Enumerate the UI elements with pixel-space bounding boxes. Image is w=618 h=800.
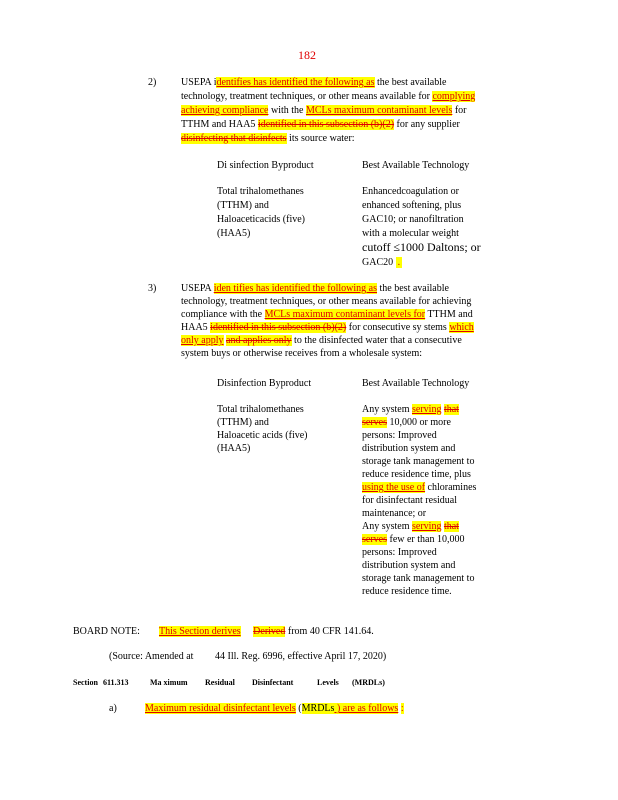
deleted-text: disinfecting that disinfects [181,133,287,144]
item-3-right-row-2: serves 10,000 or more [362,417,451,428]
item-2-line-1: USEPA identifies has identified the following as the best available [181,77,447,88]
item-3-left-row: (HAA5) [217,443,251,454]
item-3-line-6: system buys or otherwise receives from a wholesale system: [181,348,423,359]
item-3-right-row: persons: Improved [362,430,437,441]
item-2-number: 2) [148,77,157,88]
item-2-left-row: (TTHM) and [217,200,269,211]
inserted-text: ) are as follows [334,703,399,714]
inserted-text: Maximum residual disinfectant levels [145,703,296,714]
deleted-text: identified in this subsection (b)(2) [257,119,395,130]
item-2-line-5: disinfecting that disinfects its source water: [181,133,355,144]
item-2-right-row: enhanced softening, plus [362,200,462,211]
item-3-number: 3) [148,283,157,294]
item-3-right-row: distribution system and [362,443,456,454]
item-3-right-row-1: Any system serving that [362,404,459,415]
item-3-right-row: for disinfectant residual [362,495,457,506]
item-2-col-head-right: Best Available Technology [362,160,470,171]
item-2-right-row-last: GAC20 . [362,257,401,268]
deleted-text: Derived [253,626,286,637]
item-3-line-1: USEPA iden tifies has identified the following as the best available [181,283,449,294]
deleted-text: serves [362,417,387,428]
page-number: 182 [298,48,316,62]
inserted-text: serving [412,404,442,415]
deleted-text: that [443,521,459,532]
item-3-col-head-right: Best Available Technology [362,378,470,389]
item-3-left-row: Total trihalomethanes [217,404,304,415]
inserted-text: iden tifies has identified the following as [213,283,378,294]
item-2-line-4: TTHM and HAA5 identified in this subsection (b)(2) for any supplier [181,119,460,130]
item-3-right-row: persons: Improved [362,547,437,558]
item-2-left-row: Total trihalomethanes [217,186,304,197]
item-3-right-row: storage tank management to [362,456,475,467]
source-note-citation: 44 Ill. Reg. 6996, effective April 17, 2020) [215,651,387,662]
item-3-right-row-10: Any system serving that [362,521,459,532]
item-3-line-3: compliance with the MCLs maximum contaminant levels for TTHM and [181,309,473,320]
item-3-left-row: Haloacetic acids (five) [217,430,308,441]
item-3-right-row: distribution system and [362,560,456,571]
item-2-right-row: cutoff ≤1000 Daltons; or [362,240,481,254]
item-3-right-row-11: serves few er than 10,000 [362,534,465,545]
item-2-right-row: Enhancedcoagulation or [362,186,459,197]
item-3-right-row: reduce residence time, plus [362,469,471,480]
item-a-number: a) [109,703,117,714]
item-a-line: Maximum residual disinfectant levels (MRDLs ) are as follows : [145,703,404,714]
inserted-text: which [449,322,474,333]
deleted-text: that [443,404,459,415]
inserted-text: using the use of [362,482,426,493]
section-heading: Section 611.313 Ma ximum Residual Disinfectant Levels (MRDLs) [73,678,385,687]
item-3-left-row: (TTHM) and [217,417,269,428]
item-2-left-row: (HAA5) [217,228,251,239]
item-2-line-3: achieving compliance with the MCLs maximum contaminant levels for [181,105,467,116]
item-2-right-row: with a molecular weight [362,228,459,239]
item-3-line-4: HAA5 identified in this subsection (b)(2) for consecutive sy stems which [181,322,474,333]
inserted-text: MCLs maximum contaminant levels for [264,309,426,320]
item-3-right-row: maintenance; or [362,508,427,519]
item-2-line-2: technology, treatment techniques, or other means available for complying [181,91,476,102]
item-2-col-head-left: Di sinfection Byproduct [217,160,314,171]
item-3-right-row: storage tank management to [362,573,475,584]
item-3-line-5: only apply and applies only to the disinfected water that a consecutive [181,335,462,346]
item-3-line-2: technology, treatment techniques, or other means available for achieving [181,296,472,307]
deleted-text: identified in this subsection (b)(2) [210,322,347,333]
item-3-col-head-left: Disinfection Byproduct [217,378,312,389]
inserted-text: dentifies has identified the following as [216,77,375,88]
deleted-text: serves [362,534,387,545]
item-2-right-row: GAC10; or nanofiltration [362,214,464,225]
item-3-right-row-7: using the use of chloramines [362,482,477,493]
deleted-text: and applies only [226,335,292,346]
inserted-mark: . [397,257,401,268]
board-note-text: This Section derives Derived from 40 CFR 141.64. [159,626,374,637]
source-note: (Source: Amended at [109,651,194,662]
item-2-left-row: Haloaceticacids (five) [217,214,306,225]
board-note-label: BOARD NOTE: [73,626,140,637]
inserted-text: only apply [181,335,224,346]
inserted-text: achieving compliance [181,105,269,116]
inserted-text: This Section derives [159,626,241,637]
inserted-text: MCLs maximum contaminant levels [305,105,453,116]
inserted-text: complying [432,91,476,102]
item-3-right-row: reduce residence time. [362,586,452,597]
inserted-text: serving [412,521,442,532]
